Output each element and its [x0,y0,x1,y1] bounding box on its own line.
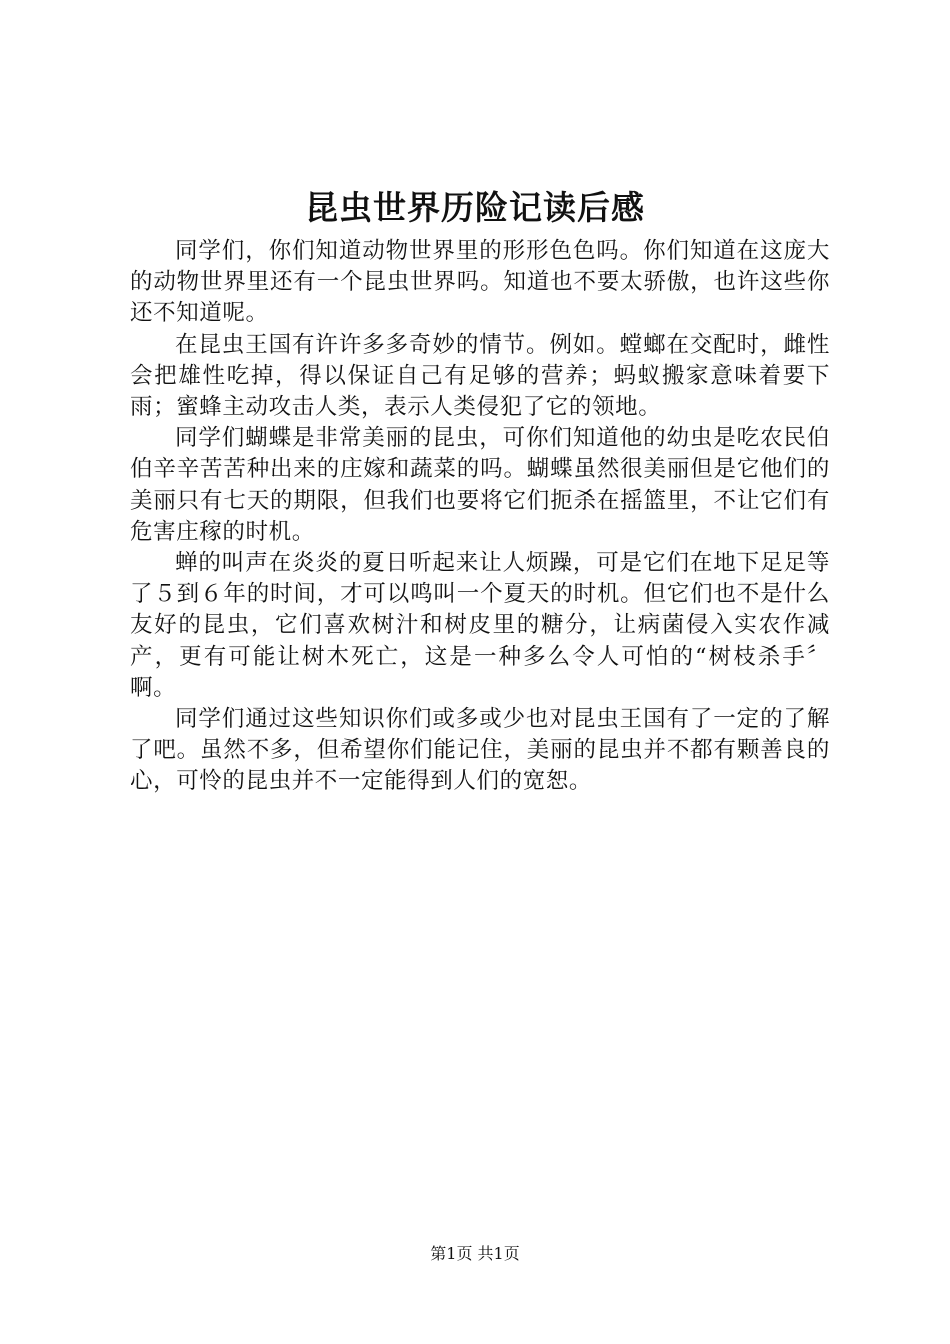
paragraph: 同学们通过这些知识你们或多或少也对昆虫王国有了一定的了解了吧。虽然不多，但希望你们能记住，美丽的昆虫并不都有颗善良的心，可怜的昆虫并不一定能得到人们的宽恕。 [130,706,830,795]
document-title: 昆虫世界历险记读后感 [305,188,645,227]
page-footer: 第1页 共1页 [430,1244,520,1263]
document-body [130,236,830,798]
paragraph: 在昆虫王国有许许多多奇妙的情节。例如。螳螂在交配时，雌性会把雄性吃掉，得以保证自己有足够的营养；蚂蚁搬家意味着要下雨；蜜蜂主动攻击人类，表示人类侵犯了它的领地。 [130,331,830,421]
paragraph: 同学们蝴蝶是非常美丽的昆虫，可你们知道他的幼虫是吃农民伯伯辛辛苦苦种出来的庄嫁和蔬菜的吗。蝴蝶虽然很美丽但是它他们的美丽只有七天的期限，但我们也要将它们扼杀在摇篮里，不让它们有危害庄稼的时机。 [130,425,830,545]
paragraph: 同学们，你们知道动物世界里的形形色色吗。你们知道在这庞大的动物世界里还有一个昆虫世界吗。知道也不要太骄傲，也许这些你还不知道呢。 [130,238,830,327]
paragraph: 蝉的叫声在炎炎的夏日听起来让人烦躁，可是它们在地下足足等了５到６年的时间，才可以鸣叫一个夏天的时机。但它们也不是什么友好的昆虫，它们喜欢树汁和树皮里的糖分，让病菌侵入实农作减产，更有可能让树木死亡，这是一种多么令人可怕的“树枝杀手〞啊。 [130,550,830,701]
